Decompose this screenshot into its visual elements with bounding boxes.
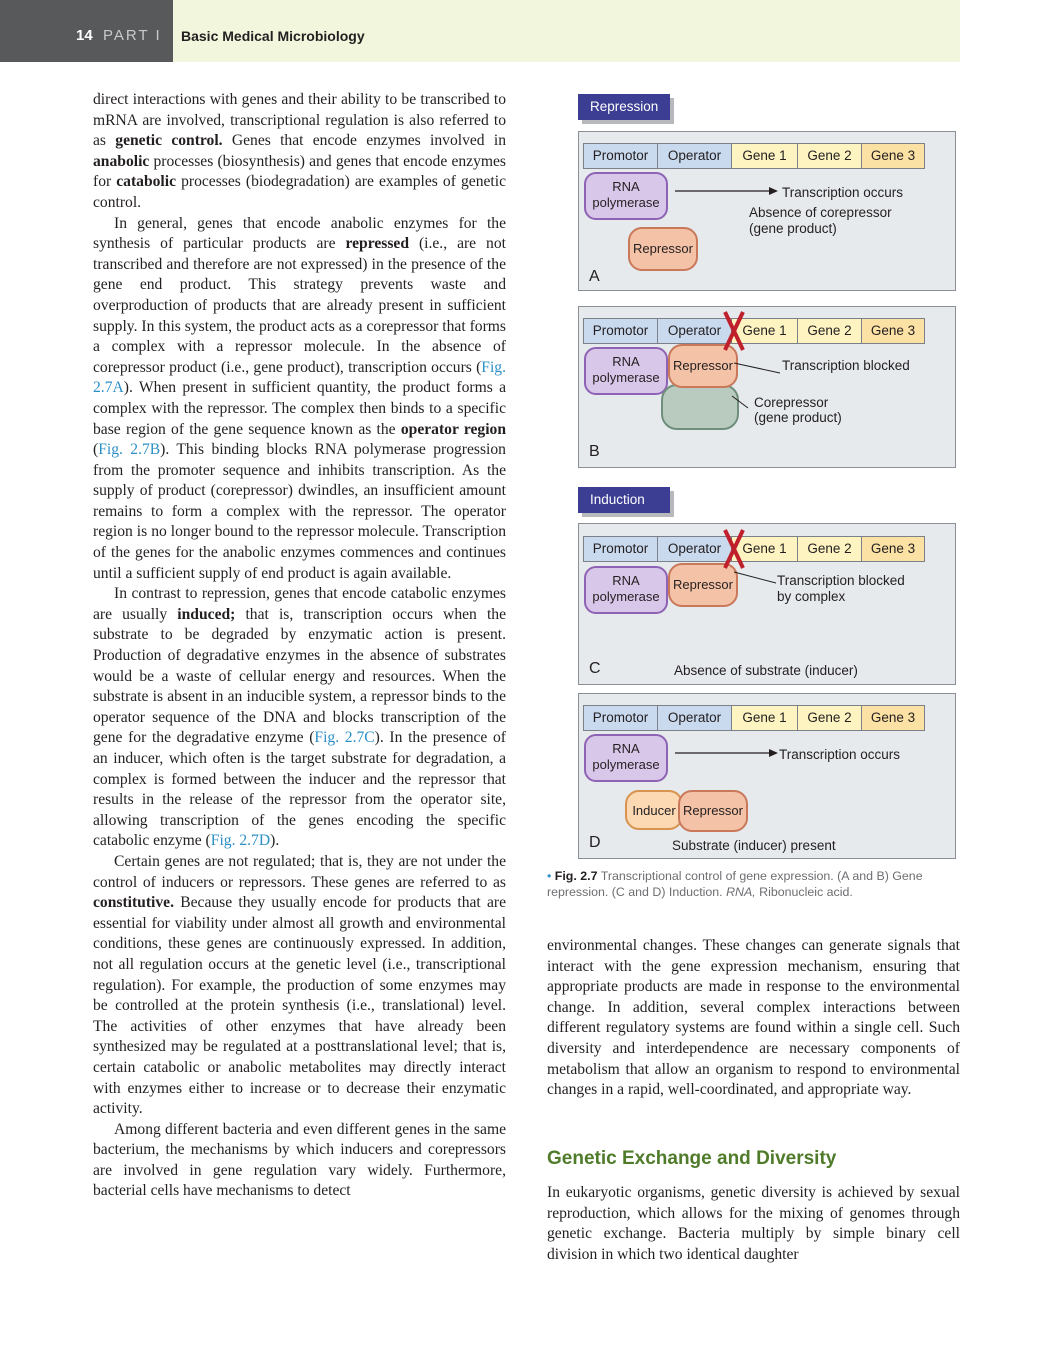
promotor-segment: Promotor — [584, 144, 658, 168]
label-transcription-blocked: Transcription blocked — [777, 573, 905, 588]
bold-term: catabolic — [116, 173, 177, 191]
rna-label: RNA — [612, 179, 640, 194]
paragraph — [547, 936, 960, 1101]
running-title: Basic Medical Microbiology — [181, 28, 365, 44]
caption-abbreviation: RNA, — [726, 885, 756, 899]
figure-link[interactable]: Fig. 2.7B — [98, 441, 161, 459]
caption-label: Fig. 2.7 — [554, 869, 598, 883]
bold-term: constitutive. — [93, 894, 174, 912]
gene-3-segment: Gene 3 — [862, 144, 924, 168]
gene-strip — [583, 318, 925, 344]
repressor: Repressor — [678, 790, 748, 832]
block-x-icon — [722, 528, 748, 570]
bold-term: induced; — [177, 605, 236, 623]
text-run: Genes that encode enzymes involved in — [222, 132, 507, 150]
operator-segment: Operator — [658, 144, 732, 168]
polymerase-label: polymerase — [592, 589, 660, 604]
paragraph — [547, 1183, 960, 1265]
rna-label: RNA — [612, 573, 640, 588]
section-heading: Genetic Exchange and Diversity — [547, 1148, 837, 1169]
leader-lines — [732, 570, 782, 590]
rna-polymerase — [584, 566, 668, 614]
text-run: that is, transcription occurs when the substrate to be degraded by enzymatic action is present. Production of degradative enzymes in the absence of substrates would be a waste of cellular energy and resources. When the substrate is absent in an inducible system, a repressor binds to the operator sequence of the DNA and blocks transcription of the gene for the degradative enzyme ( — [93, 605, 506, 747]
label-corepressor: Corepressor — [754, 395, 829, 410]
paragraph — [93, 1120, 506, 1202]
promotor-segment: Promotor — [584, 706, 658, 730]
polymerase-label: polymerase — [592, 195, 660, 210]
label-absence-corepressor: Absence of corepressor — [749, 205, 892, 220]
panel-letter-b: B — [589, 443, 600, 460]
text-run: ). In the presence of an inducer, which often is the target substrate for degradation, a complex is formed between the inducer and the repressor that results in the release of the repressor from the operator site, allowing transcription of the genes encoding the specific catabolic enzyme ( — [93, 729, 506, 850]
text-run: ( — [93, 441, 99, 459]
rna-polymerase — [584, 347, 668, 395]
text-run: Among different bacteria and even different genes in the same bacterium, the mechanisms by which inducers and corepressors are involved in gene regulation vary widely. Furthermore, bacterial cells have mechanisms to detect — [93, 1120, 506, 1200]
block-x-icon — [722, 310, 748, 352]
bold-term: anabolic — [93, 152, 150, 170]
label-gene-product: (gene product) — [754, 410, 842, 425]
gene-1-segment: Gene 1 — [732, 144, 798, 168]
gene-2-segment: Gene 2 — [798, 144, 862, 168]
inducer: Inducer — [625, 790, 683, 830]
arrow-transcription — [675, 746, 780, 760]
induction-tag: Induction — [578, 487, 670, 513]
gene-1-segment: Gene 1 — [732, 537, 798, 561]
gene-2-segment: Gene 2 — [798, 319, 862, 343]
rna-label: RNA — [612, 354, 640, 369]
text-run: Because they usually encode for products that are essential for viability under almost all growth and environmental conditions, these genes are continuously expressed. In addition, not all regulation occurs at the genetic level (i.e., transcriptional regulation). For example, the production of some enzymes may be controlled at the protein synthesis (i.e., translational) level. The activities of other enzymes that have already been synthesized may be regulated at a posttranslational level; that is, certain catabolic or anabolic metabolites may directly interact with enzymes either to increase or to decrease their enzymatic activity. — [93, 894, 506, 1118]
paragraph — [93, 852, 506, 1120]
figure-link[interactable]: Fig. 2.7D — [210, 832, 271, 850]
panel-letter-c: C — [589, 660, 601, 677]
right-column-top — [547, 936, 960, 1101]
polymerase-label: polymerase — [592, 370, 660, 385]
text-run: In eukaryotic organisms, genetic diversity is achieved by sexual reproduction, which allows for the mixing of genomes through genetic exchange. Bacteria multiply by simple binary cell division in which two identical daughter — [547, 1184, 960, 1263]
text-run: ). This binding blocks RNA polymerase progression from the promoter sequence and inhibits transcription. As the supply of product (corepressor) dwindles, an insufficient amount remains to form a complex with the repressor. The operator region is no longer bound to the repressor molecule. Transcription of the genes for the anabolic enzymes commences and continues until a sufficient supply of end product is again available. — [93, 441, 506, 582]
right-column-bottom — [547, 1183, 960, 1265]
rna-label: RNA — [612, 741, 640, 756]
paragraph — [93, 214, 506, 585]
promotor-segment: Promotor — [584, 319, 658, 343]
text-run: Certain genes are not regulated; that is, they are not under the control of inducers or repressors. These genes are referred to as — [93, 852, 506, 891]
label-transcription-occurs: Transcription occurs — [782, 185, 904, 200]
caption-text: Transcriptional control of gene expression. (A and B) Gene repression. (C and D) Induction. — [547, 869, 923, 899]
part-label: PART I — [103, 27, 162, 44]
rna-polymerase — [584, 172, 668, 220]
gene-strip — [583, 143, 925, 169]
label-by-complex: by complex — [777, 589, 846, 604]
text-run: ). — [270, 832, 280, 850]
text-run: direct interactions with genes and their ability to be transcribed to mRNA are involved, transcriptional regulation is also referred to as — [93, 91, 506, 150]
paragraph — [93, 584, 506, 852]
text-run: In general, genes that encode anabolic enzymes for the synthesis of particular products are — [93, 214, 506, 253]
gene-2-segment: Gene 2 — [798, 706, 862, 730]
text-run: ). When present in sufficient quantity, the product forms a complex with the repressor. The complex then binds to a specific base region of the gene sequence known as the — [93, 379, 506, 438]
left-column — [93, 90, 506, 1202]
gene-2-segment: Gene 2 — [798, 537, 862, 561]
label-gene-product: (gene product) — [749, 221, 837, 236]
text-run: environmental changes. These changes can generate signals that interact with the gene expression mechanism, ensuring that appropriate products are made in response to the environmental change. In addition, several complex interactions between different regulatory systems are found within a single cell. Such diversity and interdependence are necessary components of metabolism that allow an organism to respond to environmental changes in a rapid, well-coordinated, and appropriate way. — [547, 937, 960, 1099]
text-run: In contrast to repression, genes that encode catabolic enzymes are usually — [93, 585, 506, 623]
page-number: 14 — [76, 27, 93, 44]
text-run: processes (biosynthesis) and genes that encode enzymes for — [93, 152, 506, 191]
caption-tail: Ribonucleic acid. — [755, 885, 853, 899]
paragraph — [93, 90, 506, 214]
figure-link[interactable]: Fig. 2.7C — [314, 729, 375, 747]
gene-3-segment: Gene 3 — [862, 706, 924, 730]
text-run: processes (biodegradation) are examples of genetic control. — [93, 173, 506, 211]
repressor: Repressor — [628, 227, 698, 271]
label-absence-substrate: Absence of substrate (inducer) — [674, 663, 858, 678]
operator-segment: Operator — [658, 706, 732, 730]
promotor-segment: Promotor — [584, 537, 658, 561]
gene-3-segment: Gene 3 — [862, 319, 924, 343]
polymerase-label: polymerase — [592, 757, 660, 772]
arrow-transcription — [675, 184, 780, 198]
gene-strip — [583, 705, 925, 731]
label-transcription-blocked: Transcription blocked — [782, 358, 910, 373]
gene-1-segment: Gene 1 — [732, 706, 798, 730]
gene-1-segment: Gene 1 — [732, 319, 798, 343]
text-run: (i.e., are not transcribed and therefore are not expressed) in the presence of the gene end product. This strategy prevents waste and overproduction of products that are already present in sufficient supply. In this system, the product acts as a corepressor that forms a complex with a repressor molecule. In the absence of corepressor product (i.e., gene product), transcription occurs ( — [93, 235, 506, 376]
panel-letter-d: D — [589, 834, 601, 851]
bold-term: operator region — [400, 420, 507, 438]
bold-term: genetic control. — [115, 132, 223, 150]
operator-segment: Operator — [658, 537, 732, 561]
panel-letter-a: A — [589, 268, 600, 285]
caption-bullet: • — [547, 869, 552, 883]
repressor: Repressor — [668, 563, 738, 607]
figure-link[interactable]: Fig. 2.7A — [93, 358, 506, 397]
gene-strip — [583, 536, 925, 562]
label-transcription-occurs: Transcription occurs — [779, 747, 901, 762]
figure-caption — [547, 868, 960, 900]
operator-segment: Operator — [658, 319, 732, 343]
repression-tag: Repression — [578, 94, 670, 120]
repressor: Repressor — [668, 344, 738, 388]
gene-3-segment: Gene 3 — [862, 537, 924, 561]
label-substrate-present: Substrate (inducer) present — [672, 838, 836, 853]
bold-term: repressed — [345, 235, 409, 253]
rna-polymerase — [584, 734, 668, 782]
